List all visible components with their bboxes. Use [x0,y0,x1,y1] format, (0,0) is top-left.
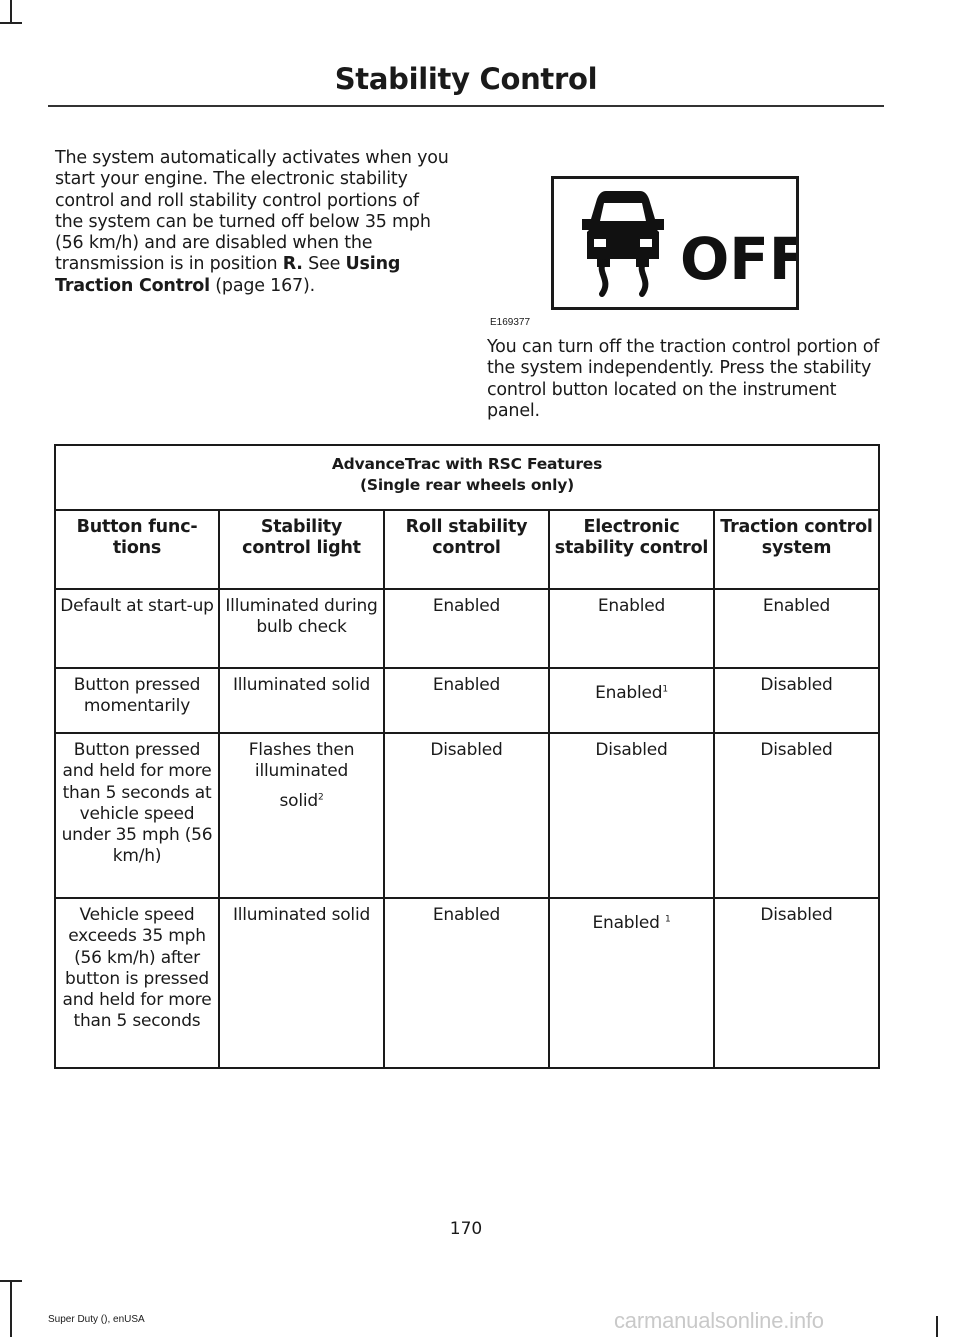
crop-mark [10,0,12,22]
traction-control-link[interactable]: Using Traction Control [55,254,401,296]
stability-control-off-icon [551,176,799,310]
button-function-cell: Default at start-up [55,589,219,668]
crop-mark [0,1280,22,1282]
electronic-stability-cell [549,898,714,1068]
intro-paragraph [55,148,450,297]
page-number: 170 [449,1219,483,1239]
see-text: See [302,254,346,275]
light-cell: Illuminated solid [219,898,384,1068]
crop-mark [0,22,22,24]
button-function-cell: Button pressed and held for more than 5 seconds at vehicle speed under 35 mph (56 km/h) [55,733,219,898]
traction-control-cell: Disabled [714,733,879,898]
table-caption [55,445,879,510]
skidding-car-icon [554,179,796,307]
roll-stability-cell: Enabled [384,898,549,1068]
table-caption-title: AdvanceTrac with RSC Features [331,455,603,473]
crop-mark [10,1280,12,1337]
image-code: E169377 [490,317,531,328]
roll-stability-cell: Disabled [384,733,549,898]
electronic-stability-cell [549,668,714,733]
button-function-cell: Button pressed momentarily [55,668,219,733]
light-value-continued: solid [279,790,318,811]
off-label: OFF [680,225,796,293]
table-row [55,733,879,898]
roll-stability-cell: Enabled [384,589,549,668]
table-row [55,589,879,668]
light-cell [219,733,384,898]
footnote-marker: 1 [662,684,668,695]
transmission-position: R. [282,254,303,275]
traction-control-cell: Disabled [714,898,879,1068]
page-title: Stability Control [334,62,598,96]
traction-control-cell: Enabled [714,589,879,668]
column-header-button-functions: Button func-tions [55,510,219,589]
crop-mark [936,1316,938,1337]
light-value: Flashes then illuminated [248,740,355,782]
light-cell: Illuminated solid [219,668,384,733]
roll-stability-cell: Enabled [384,668,549,733]
watermark: carmanualsonline.info [614,1308,824,1333]
column-header-roll-stability-control: Roll stability control [384,510,549,589]
table-caption-subtitle: (Single rear wheels only) [359,476,575,494]
traction-control-paragraph: You can turn off the traction control portion of the system independently. Press the stability control button located on the instrument panel. [487,337,880,421]
column-header-traction-control-system: Traction control system [714,510,879,589]
electronic-stability-cell: Disabled [549,733,714,898]
button-function-cell: Vehicle speed exceeds 35 mph (56 km/h) after button is pressed and held for more than 5 seconds [55,898,219,1068]
header-divider [48,105,884,107]
light-cell: Illuminated during bulb check [219,589,384,668]
traction-control-cell: Disabled [714,668,879,733]
esc-value: Enabled [592,913,665,933]
footnote-marker: 1 [664,914,671,925]
column-header-electronic-stability-control: Electronic stability control [549,510,714,589]
table-row [55,898,879,1068]
esc-value: Enabled [595,683,663,703]
advancetrac-features-table [54,444,880,1069]
footer-text: Super Duty (), enUSA [48,1314,145,1325]
electronic-stability-cell: Enabled [549,589,714,668]
table-row [55,668,879,733]
intro-text: The system automatically activates when you start your engine. The electronic stability control and roll stability control portions of the system can be turned off below 35 mph (56 km/h) and are disabled when the transmission is in position [55,148,449,275]
column-header-stability-control-light: Stability control light [219,510,384,589]
footnote-marker: 2 [317,791,324,802]
page-reference: (page 167). [209,275,315,296]
